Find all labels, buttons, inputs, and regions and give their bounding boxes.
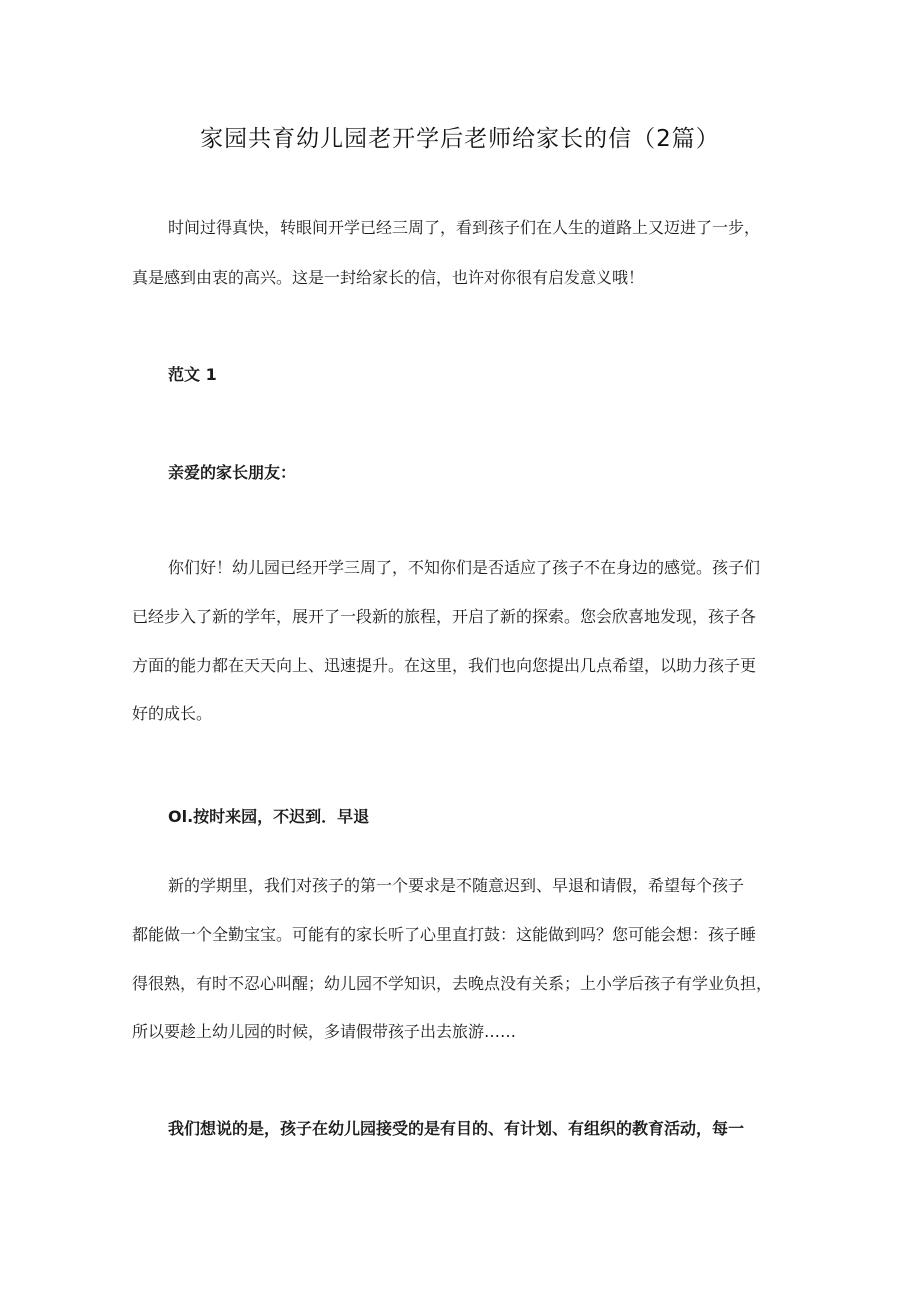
paragraph2-line-1: 新的学期里，我们对孩子的第一个要求是不随意迟到、早退和请假，希望每个孩子: [168, 876, 745, 895]
paragraph3-line-1: 我们想说的是，孩子在幼儿园接受的是有目的、有计划、有组织的教育活动，每一: [168, 1119, 745, 1138]
paragraph1-line-4: 好的成长。: [132, 704, 213, 723]
document-title: 家园共育幼儿园老开学后老师给家长的信（2篇）: [200, 126, 720, 152]
paragraph2-line-2: 都能做一个全勤宝宝。可能有的家长听了心里直打鼓：这能做到吗？您可能会想：孩子睡: [132, 925, 757, 944]
paragraph1-line-2: 已经步入了新的学年，展开了一段新的旅程，开启了新的探索。您会欣喜地发现，孩子各: [132, 607, 757, 626]
paragraph2-line-4: 所以要趁上幼儿园的时候，多请假带孩子出去旅游……: [132, 1022, 517, 1041]
paragraph1-line-1: 你们好！幼儿园已经开学三周了，不知你们是否适应了孩子不在身边的感觉。孩子们: [168, 558, 761, 577]
salutation: 亲爱的家长朋友：: [168, 463, 297, 482]
section-heading: 范文 1: [168, 365, 217, 384]
intro-line-2: 真是感到由衷的高兴。这是一封给家长的信，也许对你很有启发意义哦！: [132, 268, 645, 287]
intro-line-1: 时间过得真快，转眼间开学已经三周了，看到孩子们在人生的道路上又迈进了一步，: [168, 218, 761, 237]
paragraph2-line-3: 得很熟，有时不忍心叫醒；幼儿园不学知识，去晚点没有关系；上小学后孩子有学业负担，: [132, 974, 773, 993]
paragraph1-line-3: 方面的能力都在天天向上、迅速提升。在这里，我们也向您提出几点希望，以助力孩子更: [132, 656, 757, 675]
point1-heading: Ol.按时来园，不迟到．早退: [168, 807, 370, 826]
